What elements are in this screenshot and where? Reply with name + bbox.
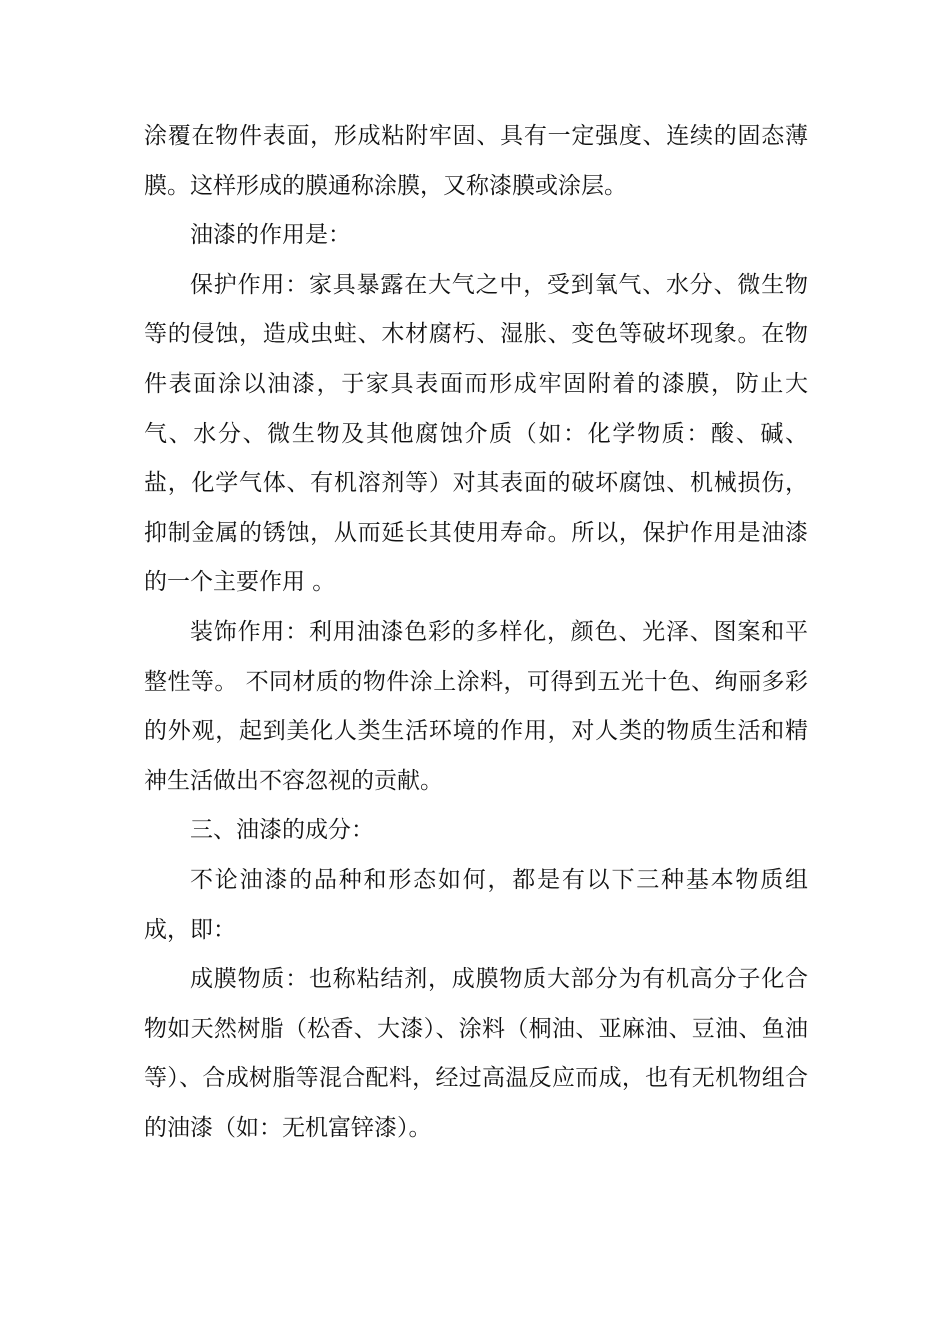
- paragraph-decorative-function: 装饰作用：利用油漆色彩的多样化，颜色、光泽、图案和平整性等。 不同材质的物件涂上涂料，可得到五光十色、绚丽多彩的外观，起到美化人类生活环境的作用，对人类的物质生活和精神生活做出不容忽视的贡献。: [144, 618, 808, 794]
- paragraph-coating-definition: 涂覆在物件表面，形成粘附牢固、具有一定强度、连续的固态薄膜。这样形成的膜通称涂膜，又称漆膜或涂层。: [144, 123, 808, 199]
- paragraph-protective-function: 保护作用：家具暴露在大气之中，受到氧气、水分、微生物等的侵蚀，造成虫蛀、木材腐朽、湿胀、变色等破坏现象。在物件表面涂以油漆，于家具表面而形成牢固附着的漆膜，防止大气、水分、微生物及其他腐蚀介质（如：化学物质：酸、碱、盐，化学气体、有机溶剂等）对其表面的破坏腐蚀、机械损伤，抑制金属的锈蚀，从而延长其使用寿命。所以，保护作用是油漆的一个主要作用 。: [144, 271, 808, 596]
- paragraph-paint-functions-heading: 油漆的作用是：: [190, 222, 351, 249]
- paragraph-film-forming-substance: 成膜物质：也称粘结剂，成膜物质大部分为有机高分子化合物如天然树脂（松香、大漆）、涂料（桐油、亚麻油、豆油、鱼油等）、合成树脂等混合配料，经过高温反应而成，也有无机物组合的油漆（如：无机富锌漆）。: [144, 966, 808, 1141]
- paragraph-components-intro: 不论油漆的品种和形态如何，都是有以下三种基本物质组成，即：: [144, 866, 808, 943]
- document-body: [144, 112, 808, 1153]
- section-heading-paint-components: 三、油漆的成分：: [190, 817, 374, 844]
